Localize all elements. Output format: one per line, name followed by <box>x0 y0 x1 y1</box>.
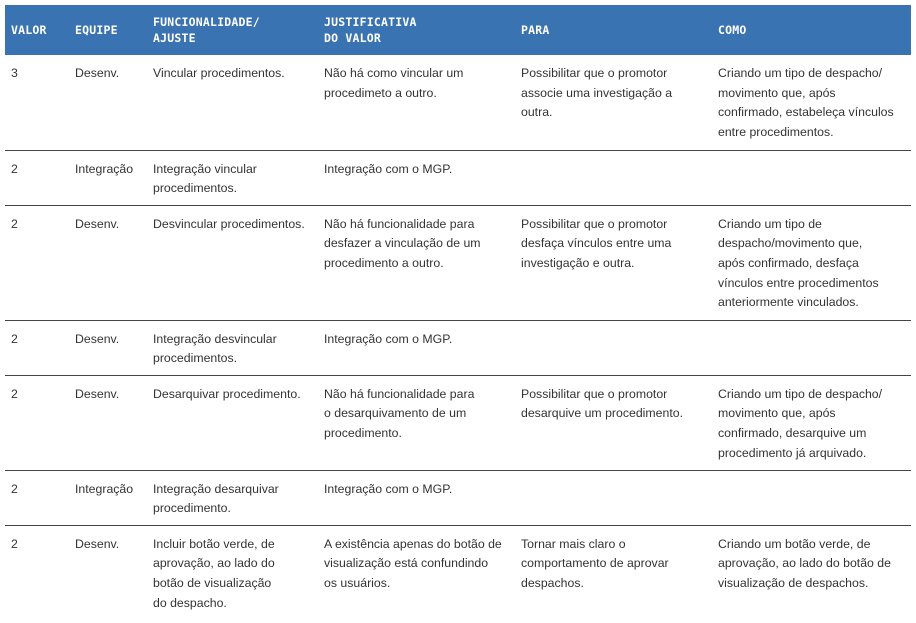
table-row <box>5 375 911 470</box>
header-row <box>5 5 911 55</box>
cell-equipe: Desenv. <box>69 320 147 375</box>
cell-funcionalidade: Incluir botão verde, de aprovação, ao lado do botão de visualização do despacho. <box>153 536 275 610</box>
table-row <box>5 205 911 320</box>
cell-equipe: Integração <box>69 470 147 525</box>
cell-para <box>515 150 712 205</box>
table-row <box>5 150 911 205</box>
cell-justificativa: Integração com o MGP. <box>318 150 515 205</box>
cell-como <box>712 150 911 205</box>
cell-para: Possibilitar que o promotor desfaça vínculos entre uma investigação e outra. <box>515 205 712 320</box>
cell-funcionalidade: Desvincular procedimentos. <box>147 205 318 320</box>
cell-justificativa: Não há funcionalidade para desfazer a vinculação de um procedimento a outro. <box>318 205 515 320</box>
cell-equipe: Desenv. <box>69 55 147 150</box>
header-como: COMO <box>712 5 911 55</box>
table-row <box>5 525 911 617</box>
cell-justificativa: Integração com o MGP. <box>318 320 515 375</box>
cell-funcionalidade: Vincular procedimentos. <box>147 55 318 150</box>
header-valor: VALOR <box>5 5 69 55</box>
cell-justificativa: Não há como vincular um procedimeto a outro. <box>318 55 515 150</box>
header-funcionalidade: FUNCIONALIDADE/ AJUSTE <box>147 5 318 55</box>
cell-valor: 2 <box>5 320 69 375</box>
cell-valor: 2 <box>5 150 69 205</box>
cell-valor: 2 <box>5 470 69 525</box>
cell-valor: 2 <box>5 375 69 470</box>
cell-como <box>712 470 911 525</box>
cell-para: Possibilitar que o promotor associe uma investigação a outra. <box>515 55 712 150</box>
cell-como: Criando um botão verde, de aprovação, ao lado do botão de visualização de despachos. <box>718 536 891 590</box>
cell-valor: 3 <box>5 55 69 150</box>
cell-como <box>712 320 911 375</box>
cell-para: Possibilitar que o promotor desarquive um procedimento. <box>515 375 712 470</box>
table-row <box>5 470 911 525</box>
header-justificativa: JUSTIFICATIVA DO VALOR <box>318 5 515 55</box>
cell-valor: 2 <box>5 205 69 320</box>
cell-para <box>515 320 712 375</box>
cell-para <box>515 470 712 525</box>
cell-justificativa: Integração com o MGP. <box>318 470 515 525</box>
cell-funcionalidade: Integração vincular procedimentos. <box>147 150 318 205</box>
cell-justificativa: Não há funcionalidade para o desarquivamento de um procedimento. <box>318 375 515 470</box>
cell-funcionalidade: Integração desarquivar procedimento. <box>147 470 318 525</box>
cell-equipe: Desenv. <box>69 205 147 320</box>
cell-equipe: Desenv. <box>75 536 120 551</box>
backlog-table <box>5 5 911 617</box>
table-header <box>5 5 911 55</box>
table-row <box>5 55 911 150</box>
table-row <box>5 320 911 375</box>
backlog-table-container <box>5 5 911 617</box>
cell-como: Criando um tipo de despacho/movimento que, após confirmado, desfaça vínculos entre procedimentos anteriormente vinculados. <box>712 205 911 320</box>
cell-funcionalidade: Integração desvincular procedimentos. <box>147 320 318 375</box>
cell-equipe: Integração <box>69 150 147 205</box>
cell-para: Tornar mais claro o comportamento de aprovar despachos. <box>521 536 669 590</box>
cell-valor: 2 <box>11 536 18 551</box>
cell-equipe: Desenv. <box>69 375 147 470</box>
table-body <box>5 55 911 617</box>
cell-como: Criando um tipo de despacho/ movimento que, após confirmado, desarquive um procedimento já arquivado. <box>712 375 911 470</box>
cell-como: Criando um tipo de despacho/ movimento que, após confirmado, estabeleça vínculos entre procedimentos. <box>712 55 911 150</box>
header-equipe: EQUIPE <box>69 5 147 55</box>
cell-funcionalidade: Desarquivar procedimento. <box>147 375 318 470</box>
cell-justificativa: A existência apenas do botão de visualização está confundindo os usuários. <box>324 536 502 590</box>
header-para: PARA <box>515 5 712 55</box>
